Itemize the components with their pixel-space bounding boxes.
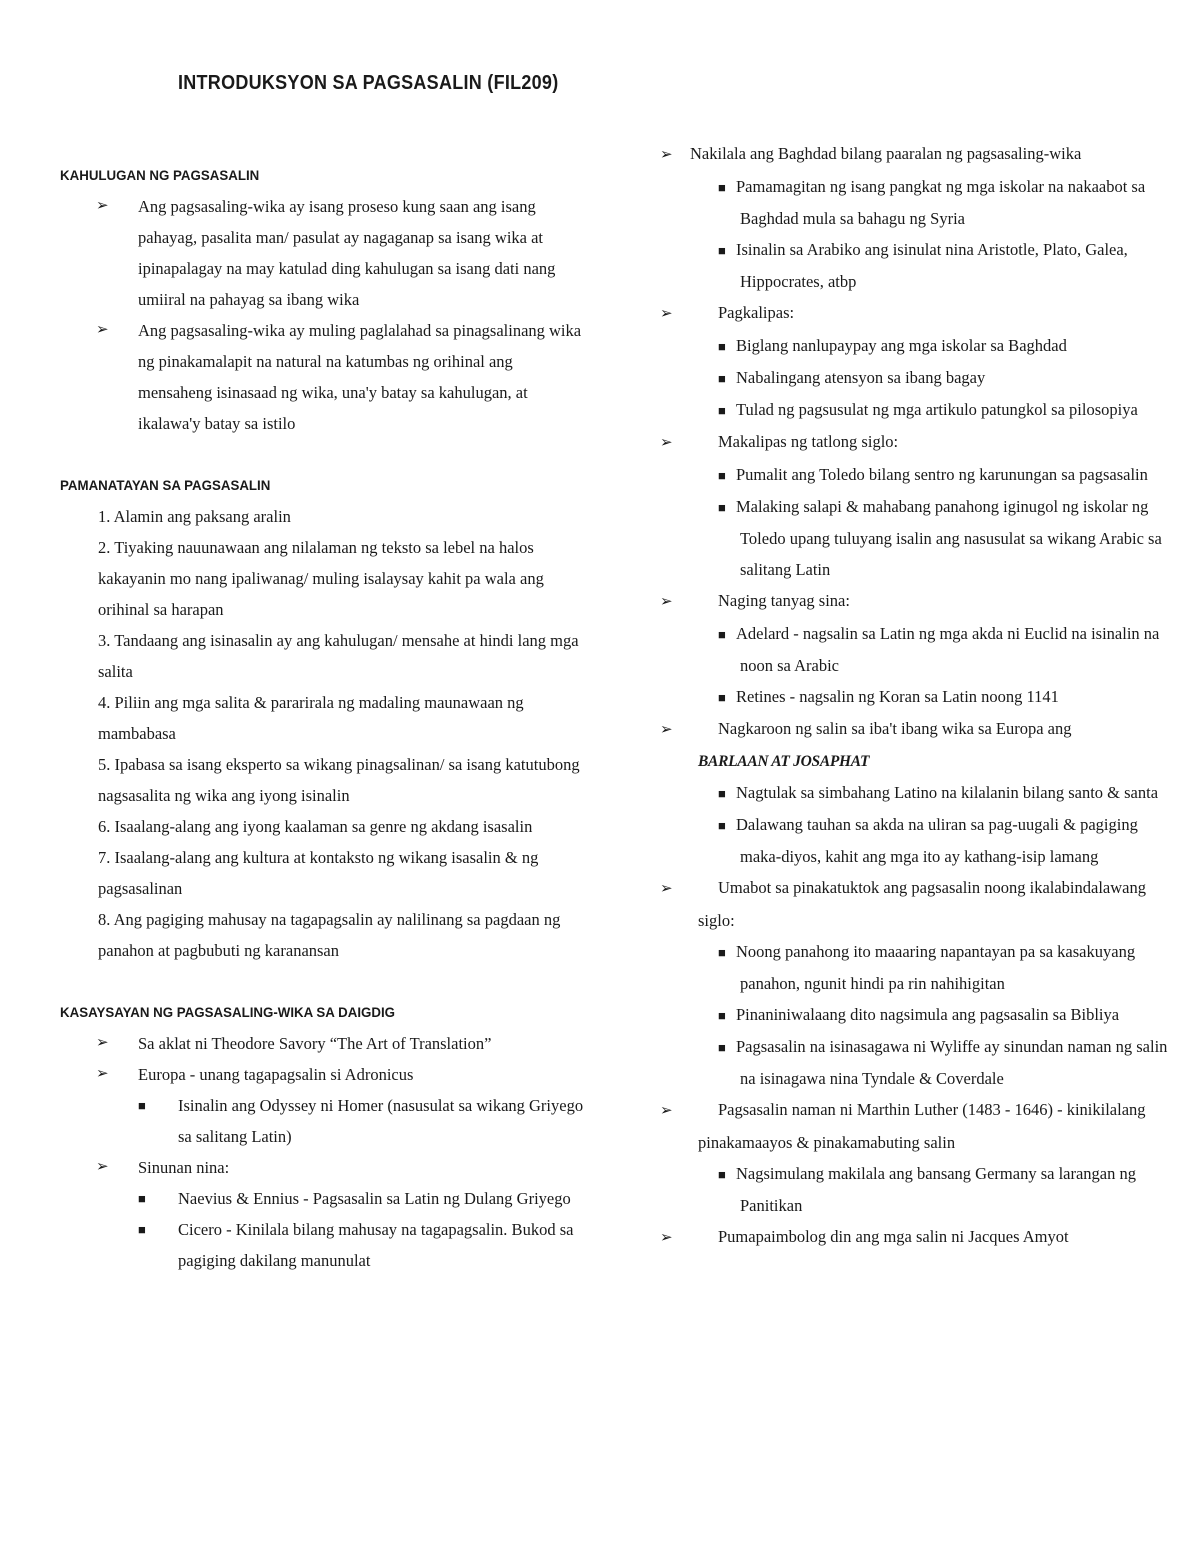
square-bullet-icon: ■: [718, 1167, 726, 1182]
numbered-item: 4. Piliin ang mga salita & pararirala ng madaling maunawaan ng mambabasa: [98, 693, 524, 743]
list-item: ➢ Makalipas ng tatlong siglo:: [660, 426, 1170, 459]
arrow-bullet-icon: ➢: [660, 306, 673, 322]
sub-list-item: ■ Pagsasalin na isinasagawa ni Wyliffe ay sinundan naman ng salin na isinagawa nina Tyndale & Coverdale: [660, 1031, 1170, 1094]
list-item: ➢ Umabot sa pinakatuktok ang pagsasalin noong ikalabindalawang siglo:: [660, 872, 1170, 936]
square-bullet-icon: ■: [718, 243, 726, 258]
arrow-bullet-icon: ➢: [96, 198, 109, 214]
square-bullet-icon: ■: [718, 1040, 726, 1055]
arrow-bullet-icon: ➢: [96, 1159, 109, 1175]
list-item: ➢ Europa - unang tagapagsalin si Adronicus: [60, 1059, 590, 1090]
square-bullet-icon: ■: [718, 500, 726, 515]
sub-list-item: ■ Malaking salapi & mahabang panahong iginugol ng iskolar ng Toledo upang tuluyang isalin ang nasusulat sa wikang Arabic sa salitang Latin: [660, 491, 1170, 585]
sub-list-item: ■ Isinalin ang Odyssey ni Homer (nasusulat sa wikang Griyego sa salitang Latin): [60, 1090, 590, 1152]
list-item: ➢ Ang pagsasaling-wika ay muling paglalahad sa pinagsalinang wika ng pinakamalapit na natural na katumbas ng orihinal ang mensaheng isinasaad ng wika, una'y batay sa kahulugan, at ikalawa'y batay sa istilo: [60, 315, 590, 439]
list-item: ➢ Nagkaroon ng salin sa iba't ibang wika sa Europa ang: [660, 713, 1170, 746]
square-bullet-icon: ■: [718, 627, 726, 642]
square-bullet-icon: ■: [138, 1191, 146, 1206]
section-heading-kahulugan: KAHULUGAN NG PAGSASALIN: [60, 167, 260, 183]
sub-list-item: ■ Nabalingang atensyon sa ibang bagay: [660, 362, 1170, 394]
square-bullet-icon: ■: [718, 339, 726, 354]
numbered-item: 5. Ipabasa sa isang eksperto sa wikang pinagsalinan/ sa isang katutubong nagsasalita ng wika ang iyong isinalin: [98, 755, 580, 805]
square-bullet-icon: ■: [718, 786, 726, 801]
document-title: INTRODUKSYON SA PAGSASALIN (FIL209): [178, 72, 559, 94]
arrow-bullet-icon: ➢: [96, 1066, 109, 1082]
sub-list-item: ■ Naevius & Ennius - Pagsasalin sa Latin ng Dulang Griyego: [60, 1183, 590, 1214]
sub-list-item: ■ Nagtulak sa simbahang Latino na kilalanin bilang santo & santa: [660, 777, 1170, 809]
arrow-bullet-icon: ➢: [660, 435, 673, 451]
list-item: ➢ Pagsasalin naman ni Marthin Luther (1483 - 1646) - kinikilalang pinakamaayos & pinakamabuting salin: [660, 1094, 1170, 1158]
numbered-item: 1. Alamin ang paksang aralin: [98, 507, 291, 526]
sub-list-item: ■ Biglang nanlupaypay ang mga iskolar sa Baghdad: [660, 330, 1170, 362]
square-bullet-icon: ■: [718, 1008, 726, 1023]
numbered-item: 2. Tiyaking nauunawaan ang nilalaman ng teksto sa lebel na halos kakayanin mo nang ipaliwanag/ muling isalaysay kahit pa wala ang orihinal sa harapan: [98, 538, 544, 619]
list-item: ➢ Sa aklat ni Theodore Savory “The Art of Translation”: [60, 1028, 590, 1059]
square-bullet-icon: ■: [718, 180, 726, 195]
square-bullet-icon: ■: [138, 1098, 146, 1113]
numbered-item: 6. Isaalang-alang ang iyong kaalaman sa genre ng akdang isasalin: [98, 817, 533, 836]
arrow-bullet-icon: ➢: [660, 594, 673, 610]
section-heading-pamanatayan: PAMANATAYAN SA PAGSASALIN: [60, 477, 271, 493]
sub-list-item: ■ Adelard - nagsalin sa Latin ng mga akda ni Euclid na isinalin na noon sa Arabic: [660, 618, 1170, 681]
numbered-item: 3. Tandaang ang isinasalin ay ang kahulugan/ mensahe at hindi lang mga salita: [98, 631, 579, 681]
sub-list-item: ■ Noong panahong ito maaaring napantayan pa sa kasakuyang panahon, ngunit hindi pa rin nahihigitan: [660, 936, 1170, 999]
numbered-item: 7. Isaalang-alang ang kultura at kontaksto ng wikang isasalin & ng pagsasalinan: [98, 848, 539, 898]
square-bullet-icon: ■: [138, 1222, 146, 1237]
sub-list-item: ■ Nagsimulang makilala ang bansang Germany sa larangan ng Panitikan: [660, 1158, 1170, 1221]
sub-list-item: ■ Isinalin sa Arabiko ang isinulat nina Aristotle, Plato, Galea, Hippocrates, atbp: [660, 234, 1170, 297]
square-bullet-icon: ■: [718, 945, 726, 960]
sub-list-item: ■ Pumalit ang Toledo bilang sentro ng karunungan sa pagsasalin: [660, 459, 1170, 491]
list-item: ➢ Pumapaimbolog din ang mga salin ni Jacques Amyot: [660, 1221, 1170, 1254]
list-item: ➢ Ang pagsasaling-wika ay isang proseso kung saan ang isang pahayag, pasalita man/ pasulat ay nagaganap sa isang wika at ipinapalagay na may katulad ding kahulugan sa isang dati nang umiiral na pahayag sa ibang wika: [60, 191, 590, 315]
emphasized-title: BARLAAN AT JOSAPHAT: [698, 753, 870, 770]
arrow-bullet-icon: ➢: [660, 722, 673, 738]
sub-list-item: ■ Tulad ng pagsusulat ng mga artikulo patungkol sa pilosopiya: [660, 394, 1170, 426]
list-item: ➢ Naging tanyag sina:: [660, 585, 1170, 618]
sub-list-item: ■ Pamamagitan ng isang pangkat ng mga iskolar na nakaabot sa Baghdad mula sa bahagu ng Syria: [660, 171, 1170, 234]
numbered-item: 8. Ang pagiging mahusay na tagapagsalin ay nalilinang sa pagdaan ng panahon at pagbubuti ng karanansan: [98, 910, 561, 960]
square-bullet-icon: ■: [718, 690, 726, 705]
arrow-bullet-icon: ➢: [96, 322, 109, 338]
sub-list-item: ■ Retines - nagsalin ng Koran sa Latin noong 1141: [660, 681, 1170, 713]
square-bullet-icon: ■: [718, 818, 726, 833]
sub-list-item: ■ Pinaniniwalaang dito nagsimula ang pagsasalin sa Bibliya: [660, 999, 1170, 1031]
list-item: ➢ Pagkalipas:: [660, 297, 1170, 330]
arrow-bullet-icon: ➢: [660, 881, 673, 897]
arrow-bullet-icon: ➢: [660, 1230, 673, 1246]
right-column: [660, 138, 1170, 1254]
left-column: [60, 160, 590, 1276]
sub-list-item: ■ Cicero - Kinilala bilang mahusay na tagapagsalin. Bukod sa pagiging dakilang manunulat: [60, 1214, 590, 1276]
arrow-bullet-icon: ➢: [96, 1035, 109, 1051]
square-bullet-icon: ■: [718, 403, 726, 418]
sub-list-item: ■ Dalawang tauhan sa akda na uliran sa pag-uugali & pagiging maka-diyos, kahit ang mga ito ay kathang-isip lamang: [660, 809, 1170, 872]
square-bullet-icon: ■: [718, 468, 726, 483]
list-item: ➢ Nakilala ang Baghdad bilang paaralan ng pagsasaling-wika: [660, 138, 1170, 171]
square-bullet-icon: ■: [718, 371, 726, 386]
arrow-bullet-icon: ➢: [660, 1103, 673, 1119]
section-heading-kasaysayan: KASAYSAYAN NG PAGSASALING-WIKA SA DAIGDIG: [60, 1004, 396, 1020]
list-item: ➢ Sinunan nina:: [60, 1152, 590, 1183]
arrow-bullet-icon: ➢: [660, 147, 673, 163]
